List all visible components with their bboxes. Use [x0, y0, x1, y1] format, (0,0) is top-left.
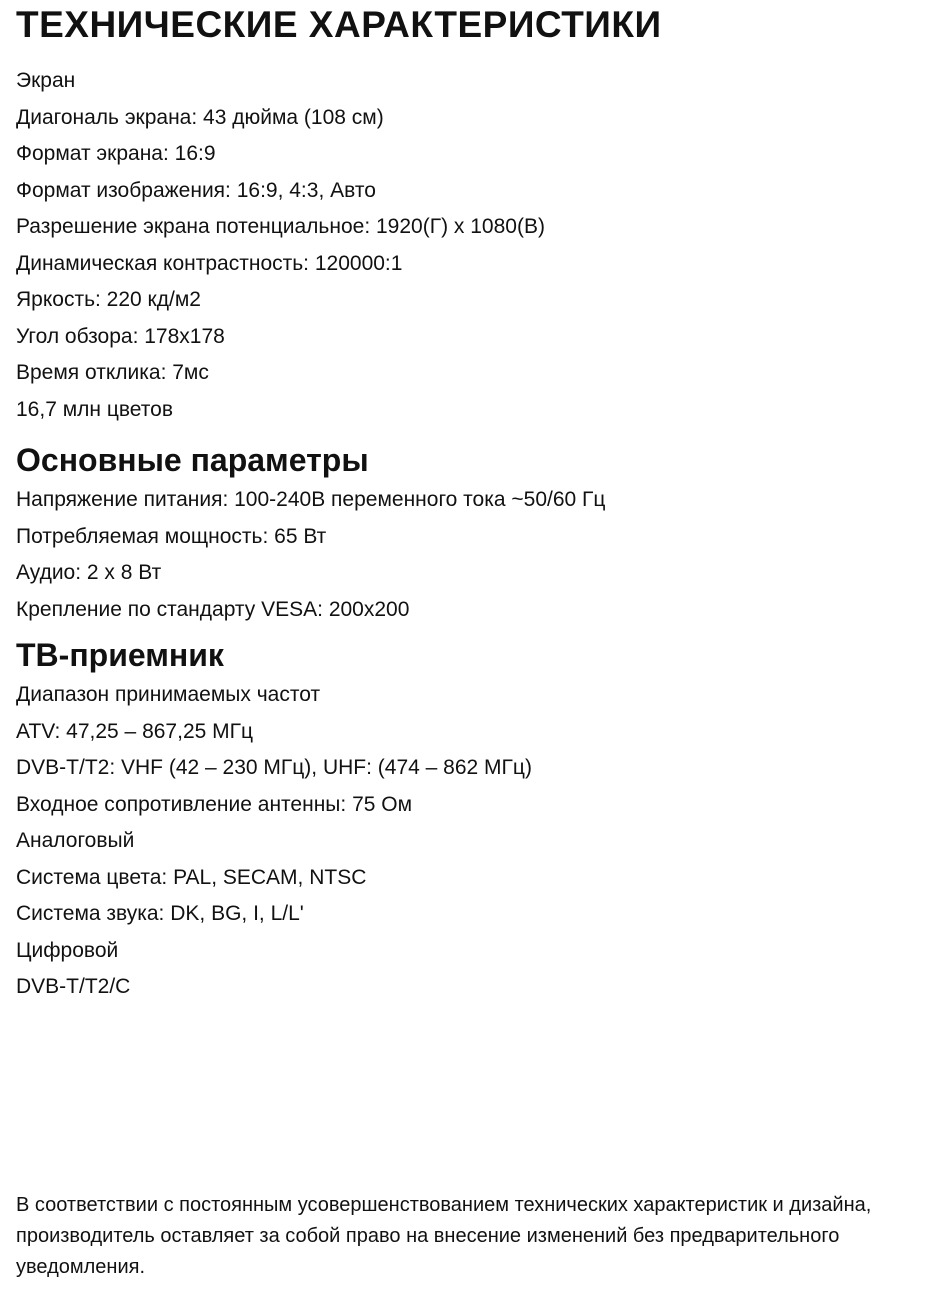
- spec-line: Угол обзора: 178x178: [16, 324, 225, 348]
- main-params-spec-list: [16, 482, 605, 628]
- spec-line: Потребляемая мощность: 65 Вт: [16, 524, 327, 548]
- spec-line: Аудио: 2 х 8 Вт: [16, 561, 162, 584]
- spec-line: 16,7 млн цветов: [16, 397, 173, 421]
- section-heading-main-params: Основные параметры: [16, 442, 369, 478]
- spec-line: Входное сопротивление антенны: 75 Ом: [16, 792, 413, 816]
- spec-line: DVB-T/T2/C: [16, 975, 131, 998]
- tv-receiver-spec-list: [16, 677, 532, 1006]
- spec-line: Диапазон принимаемых частот: [16, 683, 321, 706]
- screen-spec-list: [16, 63, 545, 428]
- spec-line: Крепление по стандарту VESA: 200x200: [16, 597, 410, 621]
- spec-line: ATV: 47,25 – 867,25 МГц: [16, 719, 254, 743]
- spec-line: Напряжение питания: 100-240В переменного тока ~50/60 Гц: [16, 488, 606, 511]
- spec-line: Диагональ экрана: 43 дюйма (108 см): [16, 105, 384, 129]
- spec-line: Система звука: DK, BG, I, L/L': [16, 902, 304, 925]
- spec-line: Формат экрана: 16:9: [16, 142, 216, 165]
- spec-line: Динамическая контрастность: 120000:1: [16, 251, 403, 275]
- spec-line: DVB-T/T2: VHF (42 – 230 МГц), UHF: (474 – 862 МГц): [16, 756, 532, 779]
- spec-line: Экран: [16, 69, 76, 92]
- spec-line: Аналоговый: [16, 829, 135, 852]
- spec-line: Яркость: 220 кд/м2: [16, 288, 201, 311]
- section-heading-tv-receiver: ТВ-приемник: [16, 637, 224, 673]
- spec-line: Система цвета: PAL, SECAM, NTSC: [16, 865, 367, 889]
- page-title: ТЕХНИЧЕСКИЕ ХАРАКТЕРИСТИКИ: [16, 4, 662, 45]
- footnote-disclaimer: В соответствии с постоянным усовершенствованием технических характеристик и дизайна, производитель оставляет за собой право на внесение изменений без предварительного уведомления.: [16, 1194, 872, 1278]
- spec-line: Цифровой: [16, 938, 119, 962]
- spec-line: Разрешение экрана потенциальное: 1920(Г) x 1080(В): [16, 215, 545, 238]
- spec-line: Время отклика: 7мс: [16, 361, 209, 384]
- spec-line: Формат изображения: 16:9, 4:3, Авто: [16, 178, 376, 202]
